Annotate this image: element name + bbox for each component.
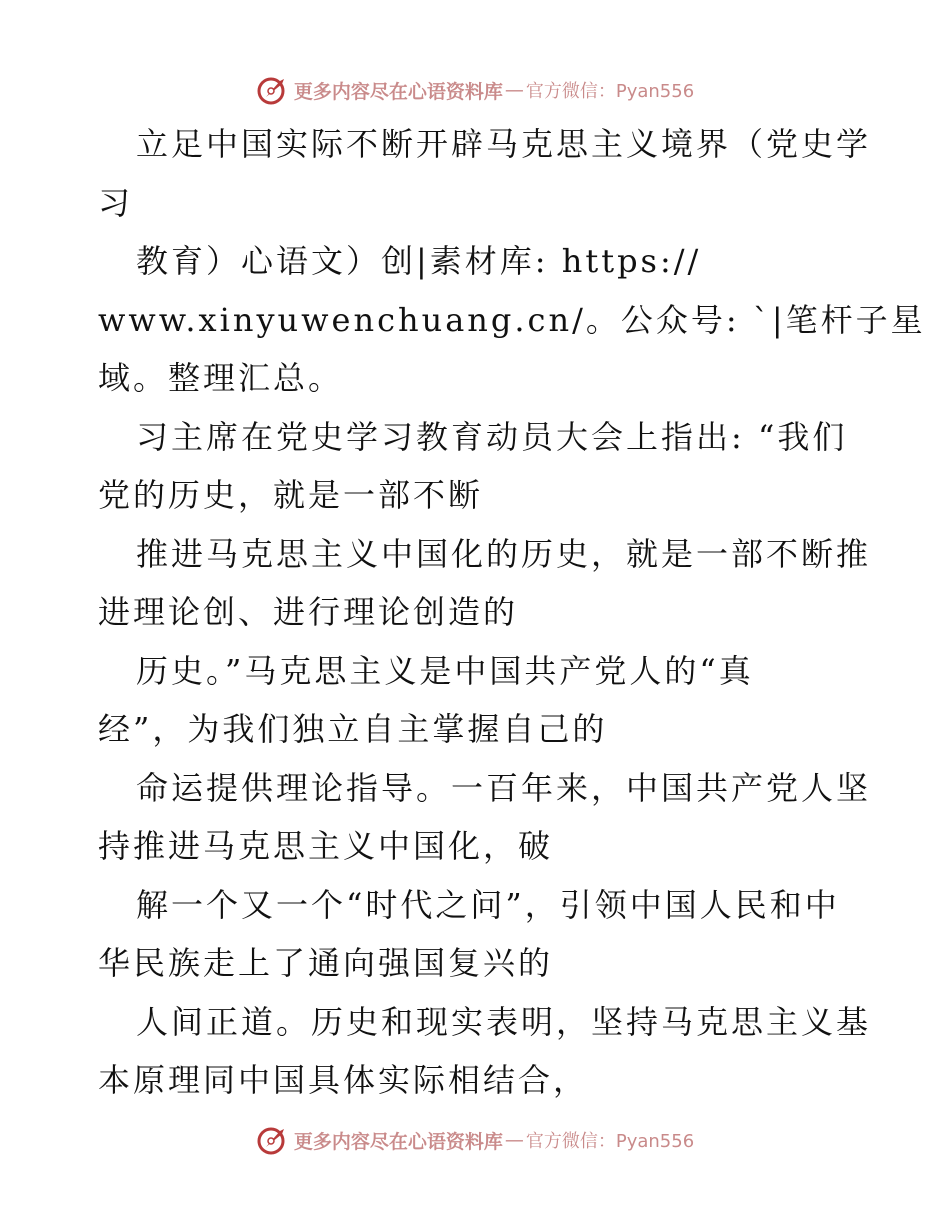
text-line: 命运提供理论指导。一百年来，中国共产党人坚 (136, 768, 872, 807)
watermark-sub-text: 官方微信：Pyan556 (525, 1131, 695, 1152)
watermark-dash: — (504, 79, 524, 101)
text-line: 推进马克思主义中国化的历史，就是一部不断推 (136, 534, 872, 573)
text-line: 经”，为我们独立自主掌握自己的 (98, 710, 608, 748)
header-watermark (0, 70, 950, 110)
pen-nib-logo-icon (256, 1123, 290, 1157)
watermark-dash: — (504, 1129, 524, 1151)
pen-nib-logo-icon (256, 73, 290, 107)
text-line: 党的历史，就是一部不断 (98, 476, 484, 514)
text-line: 进理论创、进行理论创造的 (98, 593, 519, 631)
text-line: 历史。”马克思主义是中国共产党人的“真 (136, 651, 754, 690)
text-line: 人间正道。历史和现实表明，坚持马克思主义基 (136, 1002, 872, 1041)
text-line: 习 (98, 183, 134, 222)
text-line: 域。整理汇总。 (98, 359, 344, 397)
text-line: 立足中国实际不断开辟马克思主义境界（党史学 (136, 125, 872, 163)
text-line: 习主席在党史学习教育动员大会上指出: “我们 (136, 417, 848, 456)
text-line: 华民族走上了通向强国复兴的 (98, 944, 554, 982)
watermark-main-text: 更多内容尽在心语资料库 (293, 80, 503, 103)
text-line: 本原理同中国具体实际相结合， (98, 1061, 589, 1099)
text-line: www.xinyuwenchuang.cn/。公众号: `|笔杆子星 (98, 300, 926, 339)
text-line: 解一个又一个“时代之问”，引领中国人民和中 (136, 885, 840, 924)
text-line: 教育）心语文）创|素材库: https:// (136, 242, 702, 280)
footer-watermark (0, 1120, 950, 1160)
text-line: 持推进马克思主义中国化，破 (98, 827, 554, 865)
watermark-sub-text: 官方微信：Pyan556 (525, 81, 695, 102)
watermark-main-text: 更多内容尽在心语资料库 (293, 1130, 503, 1153)
